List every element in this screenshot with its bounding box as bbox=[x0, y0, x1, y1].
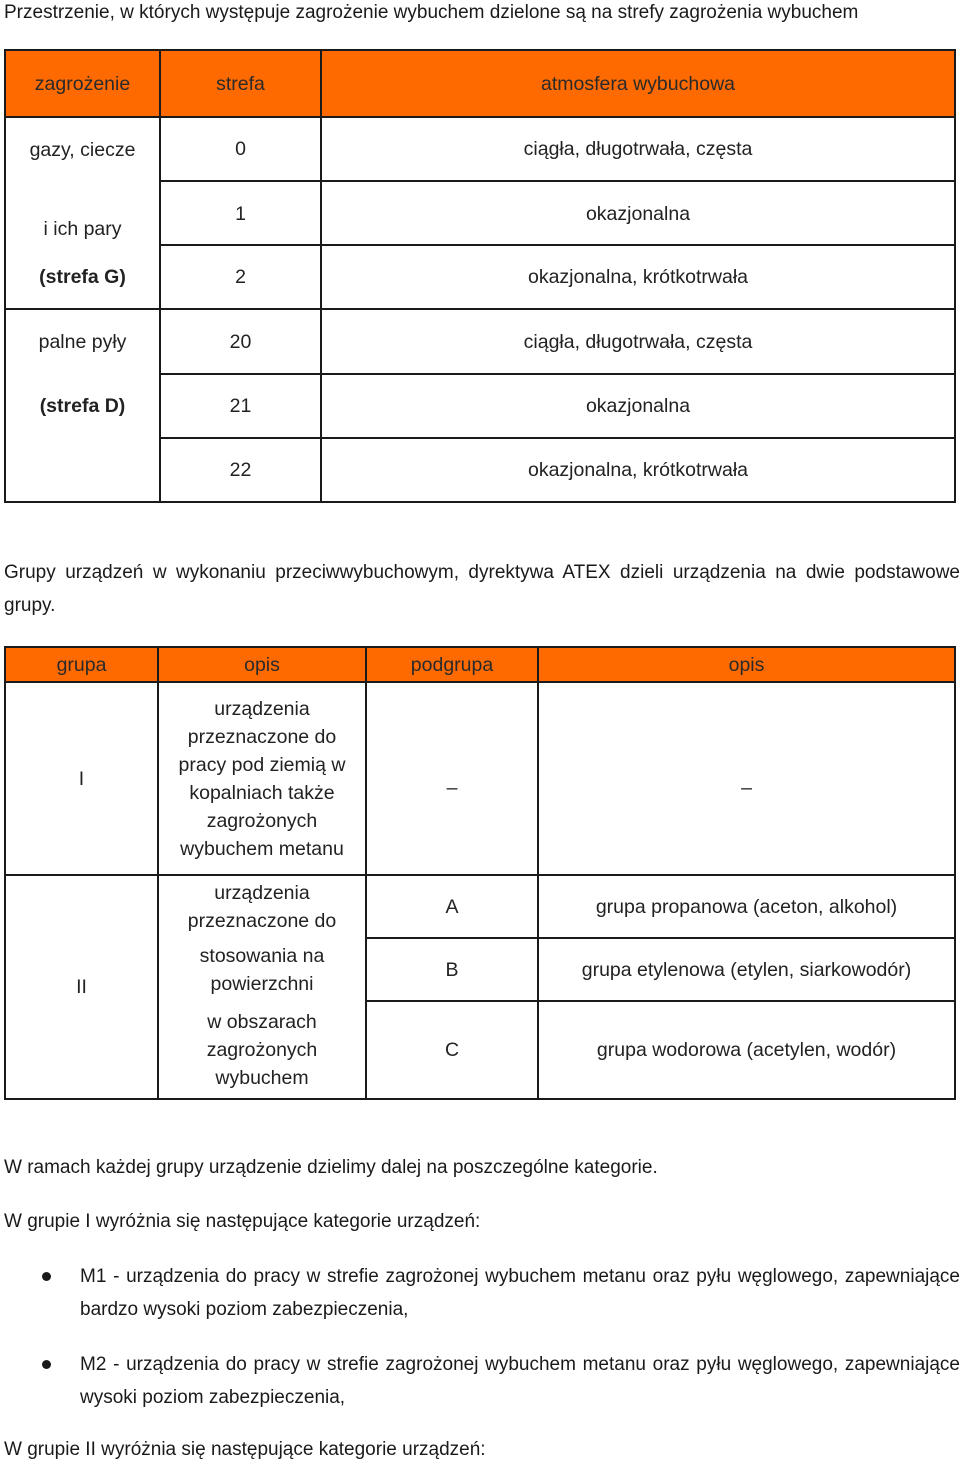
bullet-icon bbox=[42, 1272, 51, 1281]
categories-intro-text: W ramach każdej grupy urządzenie dzielimy dalej na poszczególne kategorie. bbox=[4, 1157, 658, 1178]
group-1-subdesc: – bbox=[538, 682, 955, 875]
gas-label-1: gazy, ciecze bbox=[5, 117, 160, 181]
bullet-icon bbox=[42, 1360, 51, 1369]
table-row bbox=[5, 875, 955, 938]
group-1-desc: urządzenia przeznaczone do pracy pod ziemią w kopalniach także zagrożonych wybuchem metanu bbox=[158, 682, 366, 875]
group-2-desc-part-1: urządzenia przeznaczone do bbox=[158, 875, 366, 938]
dust-label-1: palne pyły bbox=[5, 309, 160, 374]
table-row bbox=[5, 309, 955, 374]
table-row bbox=[5, 245, 955, 309]
groups-table-header bbox=[5, 647, 955, 682]
subgroup-desc: grupa etylenowa (etylen, siarkowodór) bbox=[538, 938, 955, 1001]
header-opis: opis bbox=[158, 647, 366, 682]
table-row bbox=[5, 181, 955, 245]
gas-label-2: i ich pary bbox=[5, 181, 160, 245]
zones-table-header bbox=[5, 50, 955, 117]
subgroup-code: A bbox=[366, 875, 538, 938]
group-2-name: II bbox=[5, 875, 158, 1099]
group-1-name: I bbox=[5, 682, 158, 875]
zone-cell: 21 bbox=[160, 374, 321, 438]
group-2-categories-title: W grupie II wyróżnia się następujące kategorie urządzeń: bbox=[4, 1439, 486, 1460]
header-podgrupa: podgrupa bbox=[366, 647, 538, 682]
groups-table bbox=[4, 646, 956, 1100]
gas-label-3: (strefa G) bbox=[5, 245, 160, 309]
subgroup-code: C bbox=[366, 1001, 538, 1099]
subgroup-code: B bbox=[366, 938, 538, 1001]
header-atmosfera: atmosfera wybuchowa bbox=[321, 50, 955, 117]
subgroup-desc: grupa wodorowa (acetylen, wodór) bbox=[538, 1001, 955, 1099]
header-opis-2: opis bbox=[538, 647, 955, 682]
atmosphere-cell: okazjonalna, krótkotrwała bbox=[321, 438, 955, 502]
group-1-categories-title: W grupie I wyróżnia się następujące kategorie urządzeń: bbox=[4, 1211, 481, 1232]
zones-table bbox=[4, 49, 956, 503]
group-2-desc-part-2: stosowania na powierzchni bbox=[158, 938, 366, 1001]
group-1-subgroup: – bbox=[366, 682, 538, 875]
table-row bbox=[5, 374, 955, 438]
atmosphere-cell: okazjonalna, krótkotrwała bbox=[321, 245, 955, 309]
header-zagrozenie: zagrożenie bbox=[5, 50, 160, 117]
table-row bbox=[5, 682, 955, 875]
zone-cell: 22 bbox=[160, 438, 321, 502]
atmosphere-cell: okazjonalna bbox=[321, 374, 955, 438]
atmosphere-cell: okazjonalna bbox=[321, 181, 955, 245]
category-m1-text: M1 - urządzenia do pracy w strefie zagrożonej wybuchem metanu oraz pyłu węglowego, zapewniające bardzo wysoki poziom zabezpieczenia, bbox=[80, 1266, 960, 1320]
zone-cell: 1 bbox=[160, 181, 321, 245]
intro-text: Przestrzenie, w których występuje zagrożenie wybuchem dzielone są na strefy zagrożenia wybuchem bbox=[4, 2, 859, 23]
zone-cell: 0 bbox=[160, 117, 321, 181]
header-strefa: strefa bbox=[160, 50, 321, 117]
group-2-desc-part-3: w obszarach zagrożonych wybuchem bbox=[158, 1001, 366, 1099]
atmosphere-cell: ciągła, długotrwała, częsta bbox=[321, 309, 955, 374]
header-grupa: grupa bbox=[5, 647, 158, 682]
zone-cell: 20 bbox=[160, 309, 321, 374]
subgroup-desc: grupa propanowa (aceton, alkohol) bbox=[538, 875, 955, 938]
atmosphere-cell: ciągła, długotrwała, częsta bbox=[321, 117, 955, 181]
dust-label-empty bbox=[5, 438, 160, 502]
table-row bbox=[5, 117, 955, 181]
dust-label-2: (strefa D) bbox=[5, 374, 160, 438]
groups-intro-text: Grupy urządzeń w wykonaniu przeciwwybuchowym, dyrektywa ATEX dzieli urządzenia na dwie podstawowe grupy. bbox=[4, 562, 960, 616]
category-m2-text: M2 - urządzenia do pracy w strefie zagrożonej wybuchem metanu oraz pyłu węglowego, zapewniające wysoki poziom zabezpieczenia, bbox=[80, 1354, 960, 1408]
zone-cell: 2 bbox=[160, 245, 321, 309]
table-row bbox=[5, 438, 955, 502]
